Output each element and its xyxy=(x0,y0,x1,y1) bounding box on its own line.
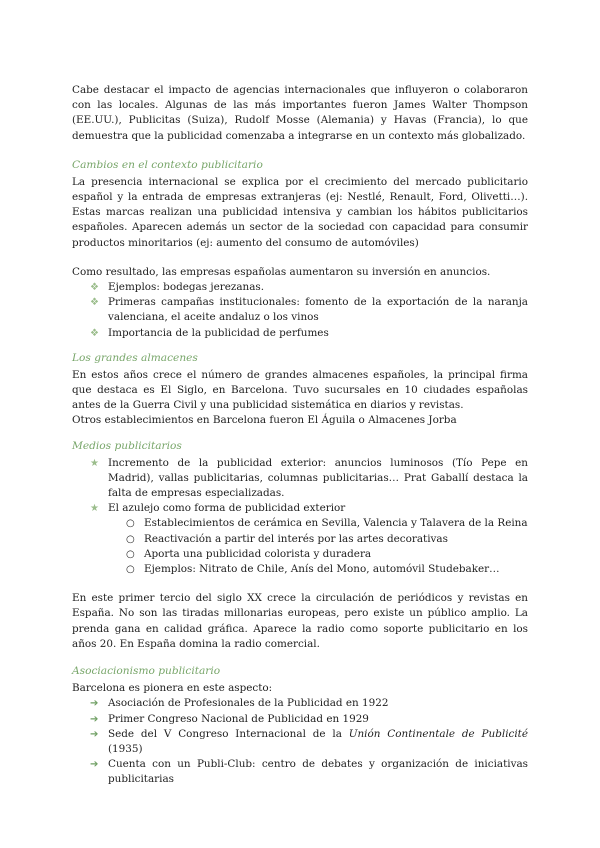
almacenes-paragraph: En estos años crece el número de grandes almacenes españoles, la principal firma que destaca es El Siglo, en Barcelona. Tuvo sucursales en 10 ciudades españolas antes de la Guerra Civil y una publicidad sistemática en diarios y revistas. xyxy=(72,368,528,412)
list-item xyxy=(72,326,528,341)
arrow-bullet-icon: ➔ xyxy=(90,698,99,710)
list-item-text: Asociación de Profesionales de la Publicidad en 1922 xyxy=(108,697,389,710)
list-item xyxy=(72,280,528,295)
almacenes-paragraph-2: Otros establecimientos en Barcelona fueron El Águila o Almacenes Jorba xyxy=(72,414,457,427)
list-item xyxy=(72,696,528,711)
list-item xyxy=(72,712,528,727)
arrow-bullet-icon: ➔ xyxy=(90,728,99,740)
diamond-bullet-icon: ❖ xyxy=(90,327,99,339)
sub-list-item xyxy=(72,562,528,577)
cambios-result: Como resultado, las empresas españolas aumentaron su inversión en anuncios. xyxy=(72,265,491,278)
sub-list-item xyxy=(72,516,528,531)
circle-bullet-icon: ○ xyxy=(126,564,135,576)
list-item-text: Ejemplos: Nitrato de Chile, Anís del Mono, automóvil Studebaker… xyxy=(144,563,500,576)
cambios-paragraph: La presencia internacional se explica por el crecimiento del mercado publicitario español y la entrada de empresas extranjeras (ej: Nestlé, Renault, Ford, Olivetti…). Estas marcas realizan una publicidad intensiva y cambian los hábitos publicitarios españoles. Aparecen además un sector de la sociedad con capacidad para consumir productos minoritarios (ej: aumento del consumo de automóviles) xyxy=(72,175,528,249)
arrow-bullet-icon: ➔ xyxy=(90,713,99,725)
section-heading-almacenes: Los grandes almacenes xyxy=(72,351,198,364)
sub-list-item xyxy=(72,532,528,547)
cambios-list xyxy=(72,280,528,341)
list-item xyxy=(72,757,528,787)
sub-list-item xyxy=(72,547,528,562)
list-item-text: Aporta una publicidad colorista y duradera xyxy=(144,547,372,560)
list-item xyxy=(72,295,528,325)
list-item-text: Importancia de la publicidad de perfumes xyxy=(108,326,329,339)
star-bullet-icon: ★ xyxy=(90,503,99,515)
diamond-bullet-icon: ❖ xyxy=(90,282,99,294)
intro-paragraph: Cabe destacar el impacto de agencias internacionales que influyeron o colaboraron con las locales. Algunas de las más importantes fueron James Walter Thompson (EE.UU.), Publicitas (Suiza), Rudolf Mosse (Alemania) y Havas (Francia), lo que demuestra que la publicidad comenzaba a integrarse en un contexto más globalizado. xyxy=(72,84,528,142)
list-item-text: El azulejo como forma de publicidad exterior xyxy=(108,502,346,515)
section-heading-medios: Medios publicitarios xyxy=(72,439,182,452)
asociacionismo-lead: Barcelona es pionera en este aspecto: xyxy=(72,682,273,695)
diamond-bullet-icon: ❖ xyxy=(90,297,99,309)
list-item xyxy=(72,456,528,502)
list-item-italic-text: Unión Continentale de Publicité xyxy=(348,727,528,740)
document-page xyxy=(72,83,528,788)
medios-paragraph: En este primer tercio del siglo XX crece la circulación de periódicos y revistas en España. No son las tiradas millonarias europeas, pero existe un público amplio. La prenda gana en calidad gráfica. Aparece la radio como soporte publicitario en los años 20. En España domina la radio comercial. xyxy=(72,592,528,650)
list-item-text: Ejemplos: bodegas jerezanas. xyxy=(108,281,265,294)
list-item xyxy=(72,727,528,757)
list-item-text: Primeras campañas institucionales: fomento de la exportación de la naranja valenciana, el aceite andaluz o los vinos xyxy=(108,296,528,324)
list-item-text: (1935) xyxy=(108,742,143,755)
list-item-text: Incremento de la publicidad exterior: anuncios luminosos (Tío Pepe en Madrid), vallas publicitarias, columnas publicitarias… Prat Gaballí destaca la falta de empresas especializadas. xyxy=(108,456,528,500)
section-heading-cambios: Cambios en el contexto publicitario xyxy=(72,158,263,171)
list-item-text: Primer Congreso Nacional de Publicidad en 1929 xyxy=(108,712,369,725)
asociacionismo-list xyxy=(72,696,528,787)
list-item-text: Reactivación a partir del interés por las artes decorativas xyxy=(144,532,448,545)
list-item-text: Establecimientos de cerámica en Sevilla, Valencia y Talavera de la Reina xyxy=(144,517,528,530)
arrow-bullet-icon: ➔ xyxy=(90,759,99,771)
section-heading-asociacionismo: Asociacionismo publicitario xyxy=(72,665,221,678)
list-item-text: Sede del V Congreso Internacional de la xyxy=(108,727,349,740)
star-bullet-icon: ★ xyxy=(90,457,99,469)
medios-list xyxy=(72,456,528,578)
list-item xyxy=(72,501,528,516)
circle-bullet-icon: ○ xyxy=(126,518,135,530)
circle-bullet-icon: ○ xyxy=(126,548,135,560)
circle-bullet-icon: ○ xyxy=(126,533,135,545)
list-item-text: Cuenta con un Publi-Club: centro de debates y organización de iniciativas publicitarias xyxy=(108,758,528,786)
